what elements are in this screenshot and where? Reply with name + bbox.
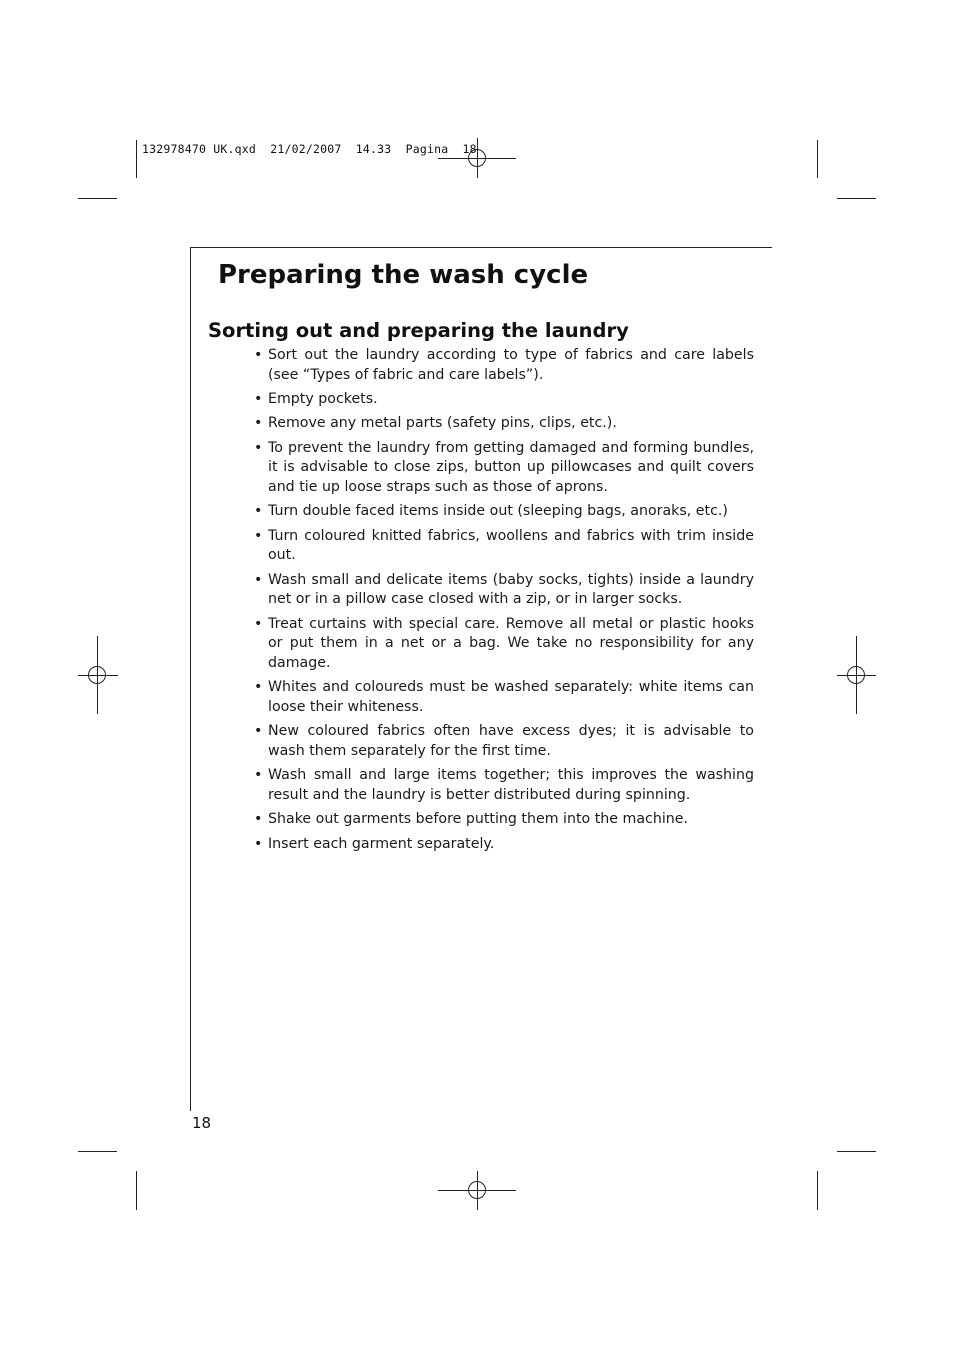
list-item: • Turn double faced items inside out (sleeping bags, anoraks, etc.)	[252, 502, 754, 522]
list-item: • Remove any metal parts (safety pins, clips, etc.).	[252, 414, 754, 434]
print-slug: 132978470 UK.qxd 21/02/2007 14.33 Pagina 18	[142, 142, 477, 156]
crop-mark-bottom-left-vertical	[136, 1171, 137, 1210]
crop-mark-top-right-horizontal	[837, 198, 876, 199]
list-item: • Shake out garments before putting them into the machine.	[252, 810, 754, 830]
list-item: • Empty pockets.	[252, 390, 754, 410]
section-title: Sorting out and preparing the laundry	[208, 319, 629, 342]
crop-mark-bottom-right-vertical	[817, 1171, 818, 1210]
list-item: • To prevent the laundry from getting damaged and forming bundles, it is advisable to close zips, button up pillowcases and quilt covers and tie up loose straps such as those of aprons.	[252, 439, 754, 498]
frame-top-rule	[190, 247, 772, 248]
list-item: • Wash small and large items together; this improves the washing result and the laundry is better distributed during spinning.	[252, 766, 754, 805]
list-item: • New coloured fabrics often have excess dyes; it is advisable to wash them separately for the first time.	[252, 722, 754, 761]
crop-mark-top-right-vertical	[817, 140, 818, 178]
page-number: 18	[192, 1114, 212, 1132]
crop-mark-top-left-vertical	[136, 140, 137, 178]
crop-mark-bottom-left-horizontal	[78, 1151, 117, 1152]
list-item: • Turn coloured knitted fabrics, woollens and fabrics with trim inside out.	[252, 527, 754, 566]
crop-mark-top-left-horizontal	[78, 198, 117, 199]
page-title: Preparing the wash cycle	[218, 260, 589, 290]
list-item: • Whites and coloureds must be washed separately: white items can loose their whiteness.	[252, 678, 754, 717]
list-item: • Sort out the laundry according to type of fabrics and care labels (see “Types of fabric and care labels”).	[252, 346, 754, 385]
list-item: • Treat curtains with special care. Remove all metal or plastic hooks or put them in a net or a bag. We take no responsibility for any damage.	[252, 615, 754, 674]
instruction-list	[252, 346, 754, 859]
crop-mark-bottom-right-horizontal	[837, 1151, 876, 1152]
frame-left-rule	[190, 247, 191, 1111]
list-item: • Wash small and delicate items (baby socks, tights) inside a laundry net or in a pillow case closed with a zip, or in larger socks.	[252, 571, 754, 610]
list-item: • Insert each garment separately.	[252, 835, 754, 855]
